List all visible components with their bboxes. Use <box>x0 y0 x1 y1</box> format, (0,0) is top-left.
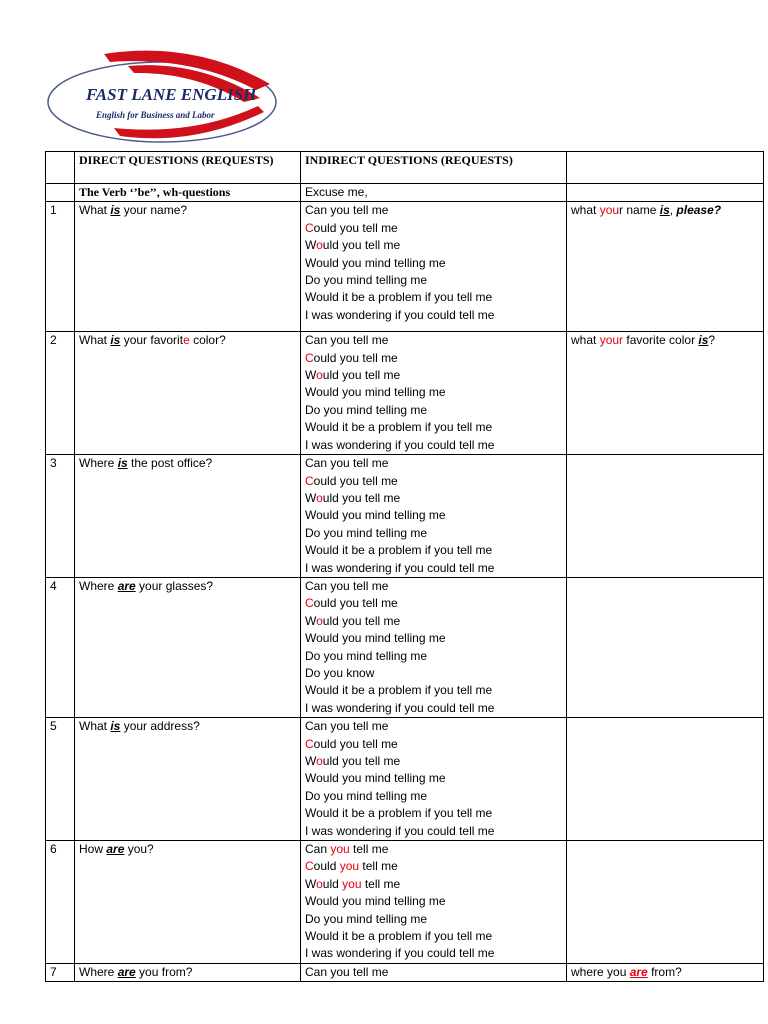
subheader-verb-be: The Verb ‘’be’’, wh-questions <box>75 184 301 202</box>
indirect-answer <box>567 455 764 578</box>
table-row <box>46 718 764 841</box>
verb-highlight: are <box>117 578 136 593</box>
row-number: 2 <box>46 332 75 455</box>
verb-highlight: is <box>110 719 121 734</box>
header-answer-cell <box>567 152 764 184</box>
direct-question: Where is the post office? <box>75 455 301 578</box>
verb-highlight: is <box>110 203 121 218</box>
logo-name-text: FAST LANE ENGLISH <box>86 85 257 104</box>
table-row <box>46 455 764 578</box>
header-direct-questions: DIRECT QUESTIONS (REQUESTS) <box>75 152 301 184</box>
row-number: 3 <box>46 455 75 578</box>
indirect-answer: where you are from? <box>567 963 764 981</box>
verb-highlight: are <box>106 842 125 857</box>
table-row <box>46 841 764 964</box>
table-row <box>46 577 764 717</box>
row-number: 4 <box>46 577 75 717</box>
indirect-answer <box>567 718 764 841</box>
verb-highlight: is <box>110 333 121 348</box>
direct-question: What is your favorite color? <box>75 332 301 455</box>
indirect-phrases: Can you tell me Could you tell me Would you tell me Would you mind telling me Do you mind telling me Would it be a problem if you tell me I was wondering if you could tell me <box>301 841 567 964</box>
indirect-answer <box>567 841 764 964</box>
subheader-answer-cell <box>567 184 764 202</box>
direct-question: What is your name? <box>75 202 301 332</box>
direct-question: Where are your glasses? <box>75 577 301 717</box>
direct-question: What is your address? <box>75 718 301 841</box>
table-row <box>46 332 764 455</box>
verb-highlight: are <box>629 964 648 979</box>
row-number: 6 <box>46 841 75 964</box>
verb-highlight: are <box>117 964 136 979</box>
subheader-num-cell <box>46 184 75 202</box>
verb-highlight: is <box>698 333 709 348</box>
fast-lane-english-logo <box>44 40 284 150</box>
indirect-phrases: Can you tell me Could you tell me Would you tell me Would you mind telling me Do you mind telling me Would it be a problem if you tell me I was wondering if you could tell me <box>301 332 567 455</box>
table-subheader-row <box>46 184 764 202</box>
row-number: 1 <box>46 202 75 332</box>
indirect-phrases: Can you tell me Could you tell me Would you tell me Would you mind telling me Do you mind telling me Would it be a problem if you tell me I was wondering if you could tell me <box>301 202 567 332</box>
subheader-excuse-me: Excuse me, <box>301 184 567 202</box>
indirect-answer <box>567 577 764 717</box>
direct-question: How are you? <box>75 841 301 964</box>
row-number: 5 <box>46 718 75 841</box>
table-row <box>46 963 764 981</box>
indirect-answer: what your favorite color is? <box>567 332 764 455</box>
questions-table <box>45 151 764 982</box>
row-number: 7 <box>46 963 75 981</box>
table-row <box>46 202 764 332</box>
indirect-answer: what your name is, please? <box>567 202 764 332</box>
direct-question: Where are you from? <box>75 963 301 981</box>
indirect-phrases: Can you tell me Could you tell me Would you tell me Would you mind telling me Do you mind telling me Would it be a problem if you tell me I was wondering if you could tell me <box>301 455 567 578</box>
verb-highlight: is <box>659 203 670 218</box>
header-num-cell <box>46 152 75 184</box>
header-indirect-questions: INDIRECT QUESTIONS (REQUESTS) <box>301 152 567 184</box>
indirect-phrases: Can you tell me Could you tell me Would you tell me Would you mind telling me Do you mind telling me Do you know Would it be a problem if you tell me I was wondering if you could tell me <box>301 577 567 717</box>
table-header-row <box>46 152 764 184</box>
indirect-phrases: Can you tell me <box>301 963 567 981</box>
verb-highlight: is <box>117 456 128 471</box>
indirect-phrases: Can you tell me Could you tell me Would you tell me Would you mind telling me Do you mind telling me Would it be a problem if you tell me I was wondering if you could tell me <box>301 718 567 841</box>
logo-tagline-text: English for Business and Labor <box>96 110 215 120</box>
